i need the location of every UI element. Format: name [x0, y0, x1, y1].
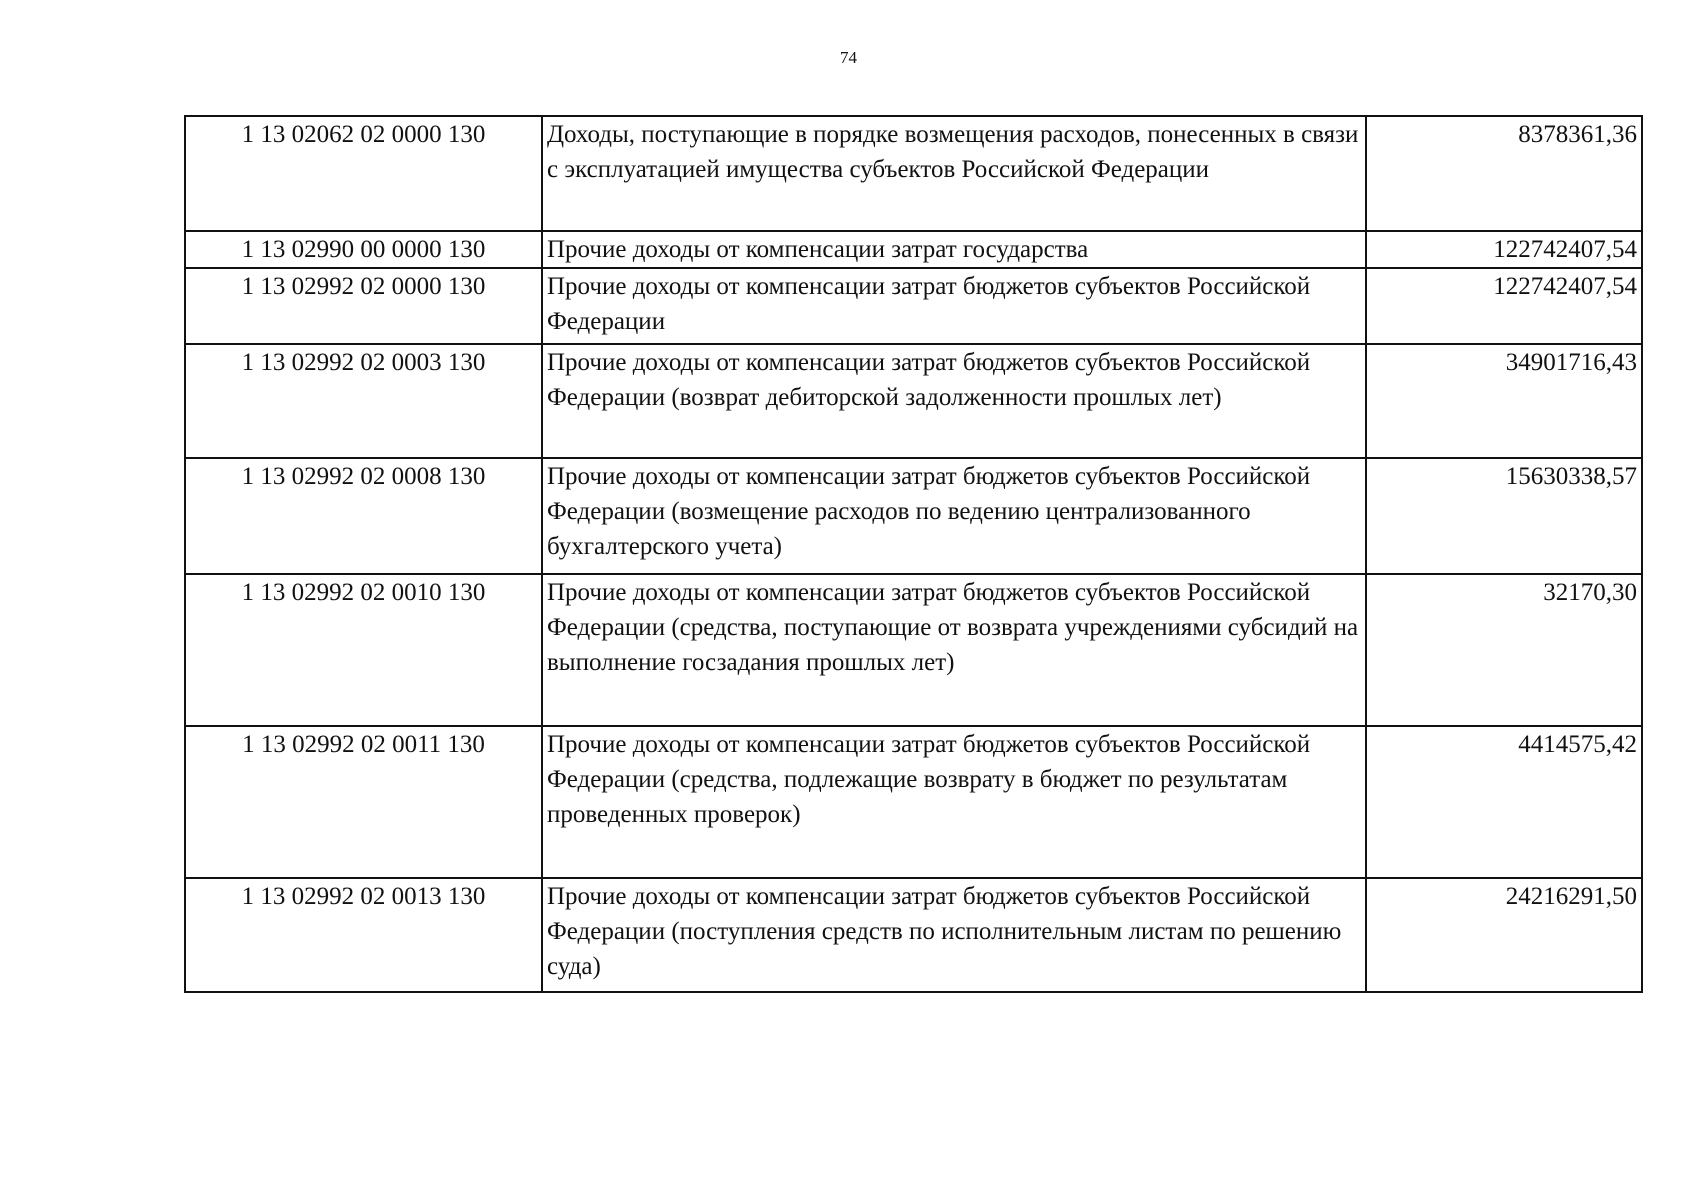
page-number: 74 — [840, 48, 857, 67]
table-row — [185, 344, 1642, 458]
revenue-code: 1 13 02990 00 0000 130 — [185, 231, 542, 268]
revenue-amount: 8378361,36 — [1366, 116, 1642, 231]
revenue-description: Прочие доходы от компенсации затрат бюджетов субъектов Российской Федерации (поступления средств по исполнительным листам по решению суда) — [542, 878, 1366, 992]
revenue-amount: 4414575,42 — [1366, 726, 1642, 878]
table-row — [185, 231, 1642, 268]
table-row — [185, 726, 1642, 878]
revenue-code: 1 13 02992 02 0003 130 — [185, 344, 542, 458]
revenue-amount: 34901716,43 — [1366, 344, 1642, 458]
revenue-description: Прочие доходы от компенсации затрат бюджетов субъектов Российской Федерации (возврат дебиторской задолженности прошлых лет) — [542, 344, 1366, 458]
table-row — [185, 268, 1642, 344]
revenue-description: Прочие доходы от компенсации затрат бюджетов субъектов Российской Федерации — [542, 268, 1366, 344]
revenue-amount: 24216291,50 — [1366, 878, 1642, 992]
revenue-description: Доходы, поступающие в порядке возмещения расходов, понесенных в связи с эксплуатацией имущества субъектов Российской Федерации — [542, 116, 1366, 231]
revenue-description: Прочие доходы от компенсации затрат бюджетов субъектов Российской Федерации (возмещение расходов по ведению централизованного бухгалтерского учета) — [542, 458, 1366, 574]
revenue-table — [184, 115, 1643, 993]
revenue-description: Прочие доходы от компенсации затрат бюджетов субъектов Российской Федерации (средства, подлежащие возврату в бюджет по результатам проведенных проверок) — [542, 726, 1366, 878]
table-row — [185, 458, 1642, 574]
revenue-description: Прочие доходы от компенсации затрат государства — [542, 231, 1366, 268]
revenue-code: 1 13 02992 02 0011 130 — [185, 726, 542, 878]
revenue-amount: 32170,30 — [1366, 574, 1642, 726]
revenue-code: 1 13 02992 02 0010 130 — [185, 574, 542, 726]
revenue-description: Прочие доходы от компенсации затрат бюджетов субъектов Российской Федерации (средства, поступающие от возврата учреждениями субсидий на выполнение госзадания прошлых лет) — [542, 574, 1366, 726]
revenue-amount: 122742407,54 — [1366, 268, 1642, 344]
table-row — [185, 878, 1642, 992]
revenue-code: 1 13 02992 02 0008 130 — [185, 458, 542, 574]
revenue-amount: 122742407,54 — [1366, 231, 1642, 268]
revenue-amount: 15630338,57 — [1366, 458, 1642, 574]
revenue-code: 1 13 02992 02 0000 130 — [185, 268, 542, 344]
revenue-code: 1 13 02062 02 0000 130 — [185, 116, 542, 231]
table-row — [185, 116, 1642, 231]
table-row — [185, 574, 1642, 726]
revenue-code: 1 13 02992 02 0013 130 — [185, 878, 542, 992]
